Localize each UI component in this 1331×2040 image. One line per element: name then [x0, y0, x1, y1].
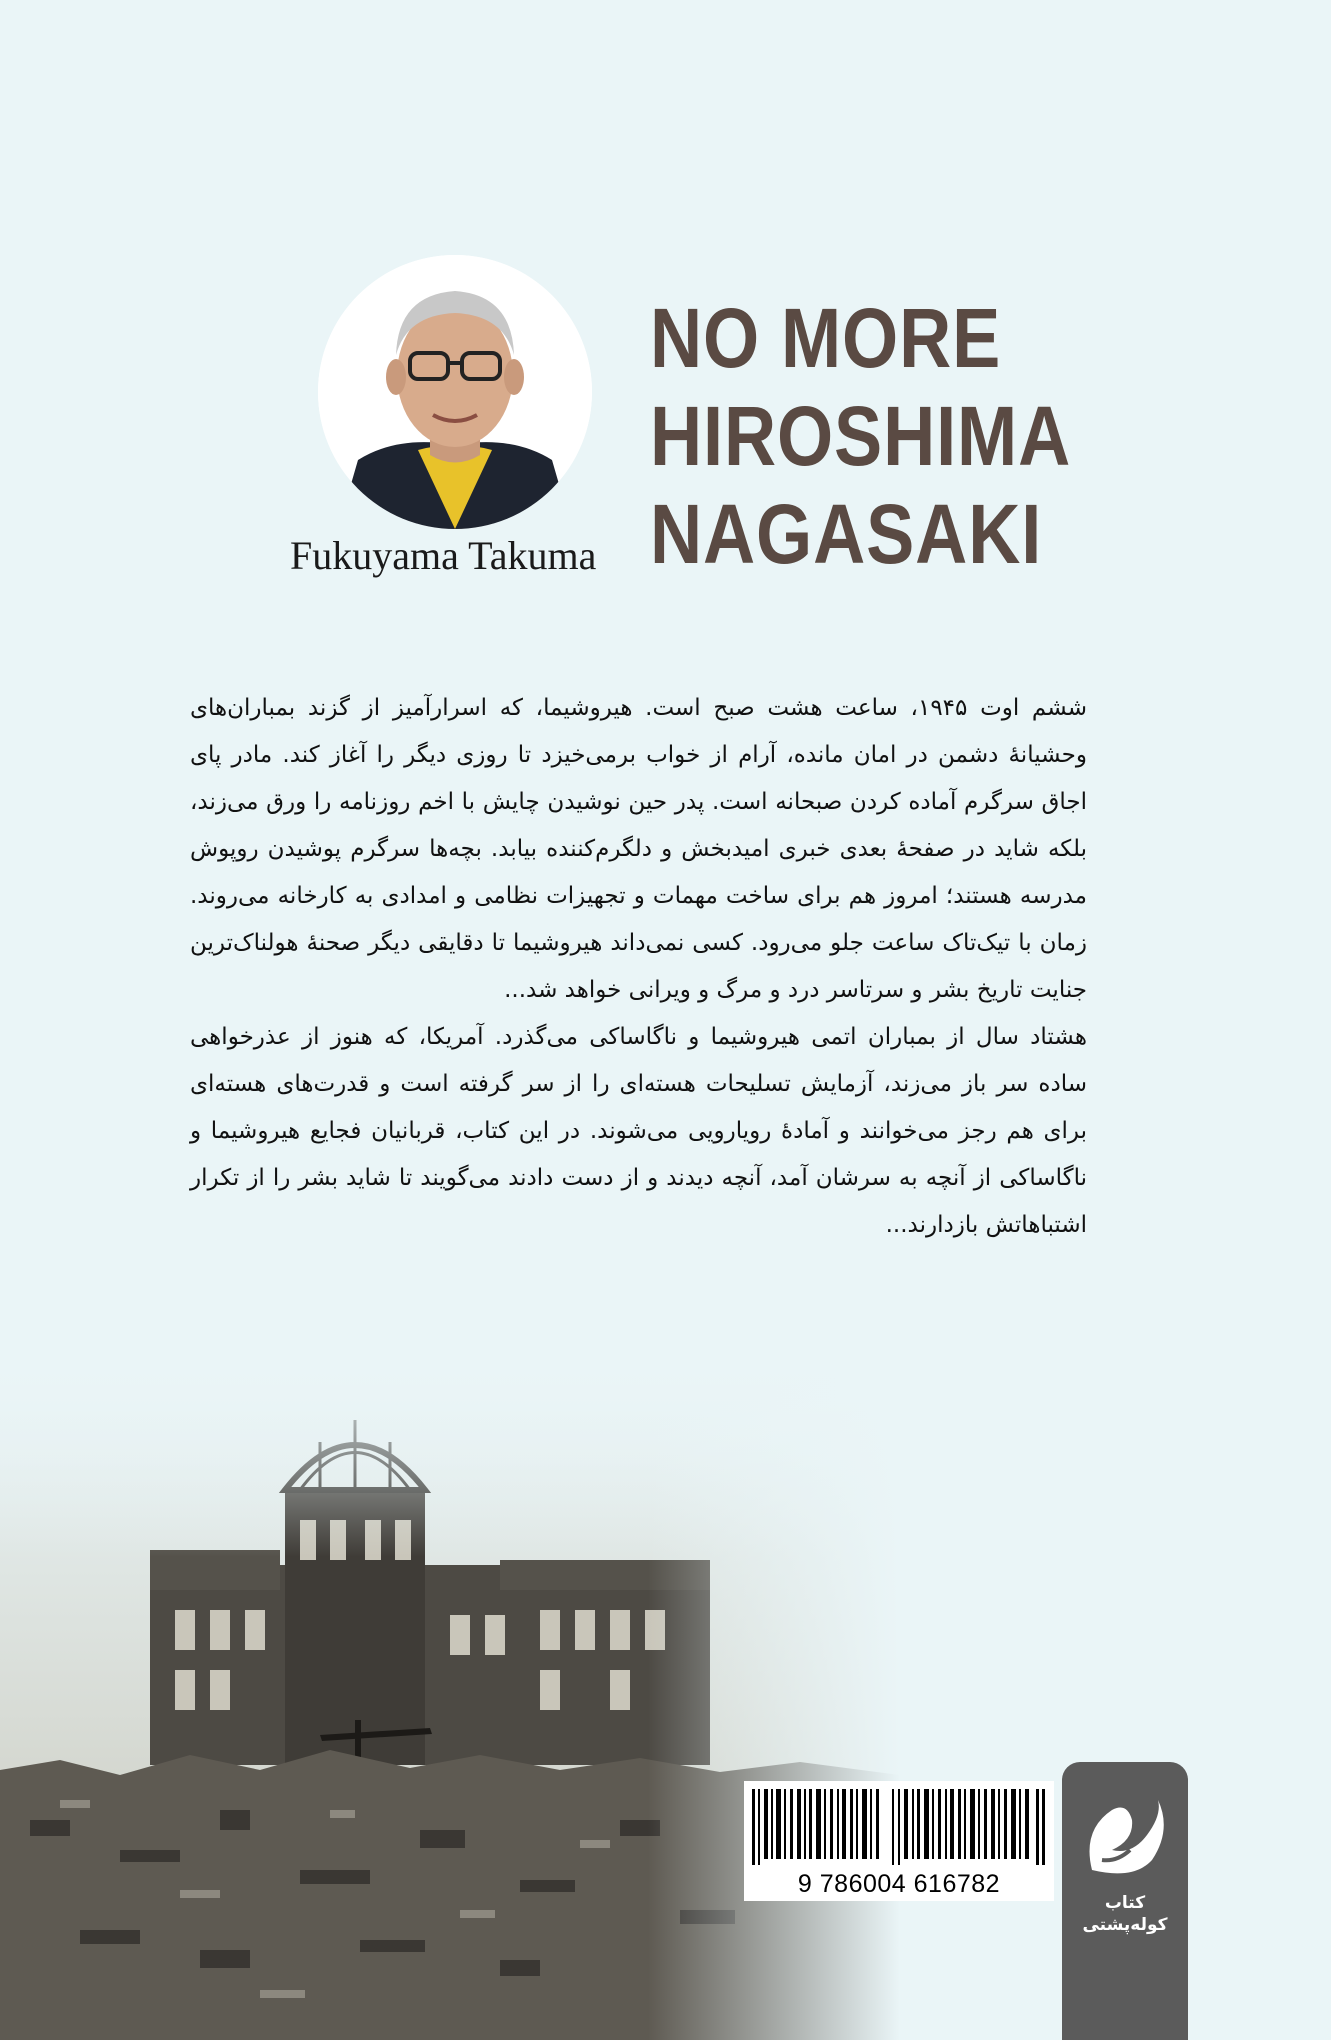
publisher-logo-icon [1072, 1790, 1178, 1890]
book-title [650, 291, 1072, 590]
title-line-1: NO MORE [650, 291, 1002, 385]
title-line-3: NAGASAKI [650, 487, 1043, 581]
hiroshima-dome-ruins-photo [0, 1350, 900, 2040]
publisher-name [1062, 1892, 1188, 1936]
publisher-name-line-1: کتاب [1104, 1893, 1146, 1913]
publisher-name-line-2: کوله‌پشتی [1082, 1915, 1168, 1935]
publisher-spine [1062, 1762, 1188, 2040]
barcode-bars [752, 1789, 1046, 1865]
author-name: Fukuyama Takuma [290, 533, 597, 578]
author-portrait [318, 255, 592, 529]
author-photo [318, 255, 592, 529]
blurb-paragraph-2: هشتاد سال از بمباران اتمی هیروشیما و ناگاساکی می‌گذرد. آمریکا، که هنوز از عذرخواهی ساده سر باز می‌زند، آزمایش تسلیحات هسته‌ای را از سر گرفته است و قدرت‌های هسته‌ای برای هم رجز می‌خوانند و آمادهٔ رویارویی می‌شوند. در این کتاب، قربانیان فجایع هیروشیما و ناگاساکی از آنچه به سرشان آمد، آنچه دیدند و از دست دادند می‌گویند تا شاید بشر را از تکرار اشتباهاتش بازدارند... [190, 1024, 1087, 1238]
blurb-paragraph-1: ششم اوت ۱۹۴۵، ساعت هشت صبح است. هیروشیما، که اسرارآمیز از گزند بمباران‌های وحشیانهٔ دشمن در امان مانده، آرام از خواب برمی‌خیزد تا روزی دیگر را آغاز کند. مادر پای اجاق سرگرم آماده کردن صبحانه است. پدر حین نوشیدن چایش با اخم روزنامه را ورق می‌زند، بلکه شاید در صفحهٔ بعدی خبری امیدبخش و دلگرم‌کننده بیابد. بچه‌ها سرگرم پوشیدن روپوش مدرسه هستند؛ امروز هم برای ساخت مهمات و تجهیزات نظامی و امدادی به کارخانه می‌روند. زمان با تیک‌تاک ساعت جلو می‌رود. کسی نمی‌داند هیروشیما تا دقایقی دیگر صحنهٔ هولناک‌ترین جنایت تاریخ بشر و سرتاسر درد و مرگ و ویرانی خواهد شد... [190, 695, 1087, 1003]
isbn-barcode [744, 1781, 1054, 1901]
title-line-2: HIROSHIMA [650, 389, 1072, 483]
isbn-digits: 9 786004 616782 [797, 1870, 1001, 1898]
blurb-text [190, 685, 1087, 1249]
